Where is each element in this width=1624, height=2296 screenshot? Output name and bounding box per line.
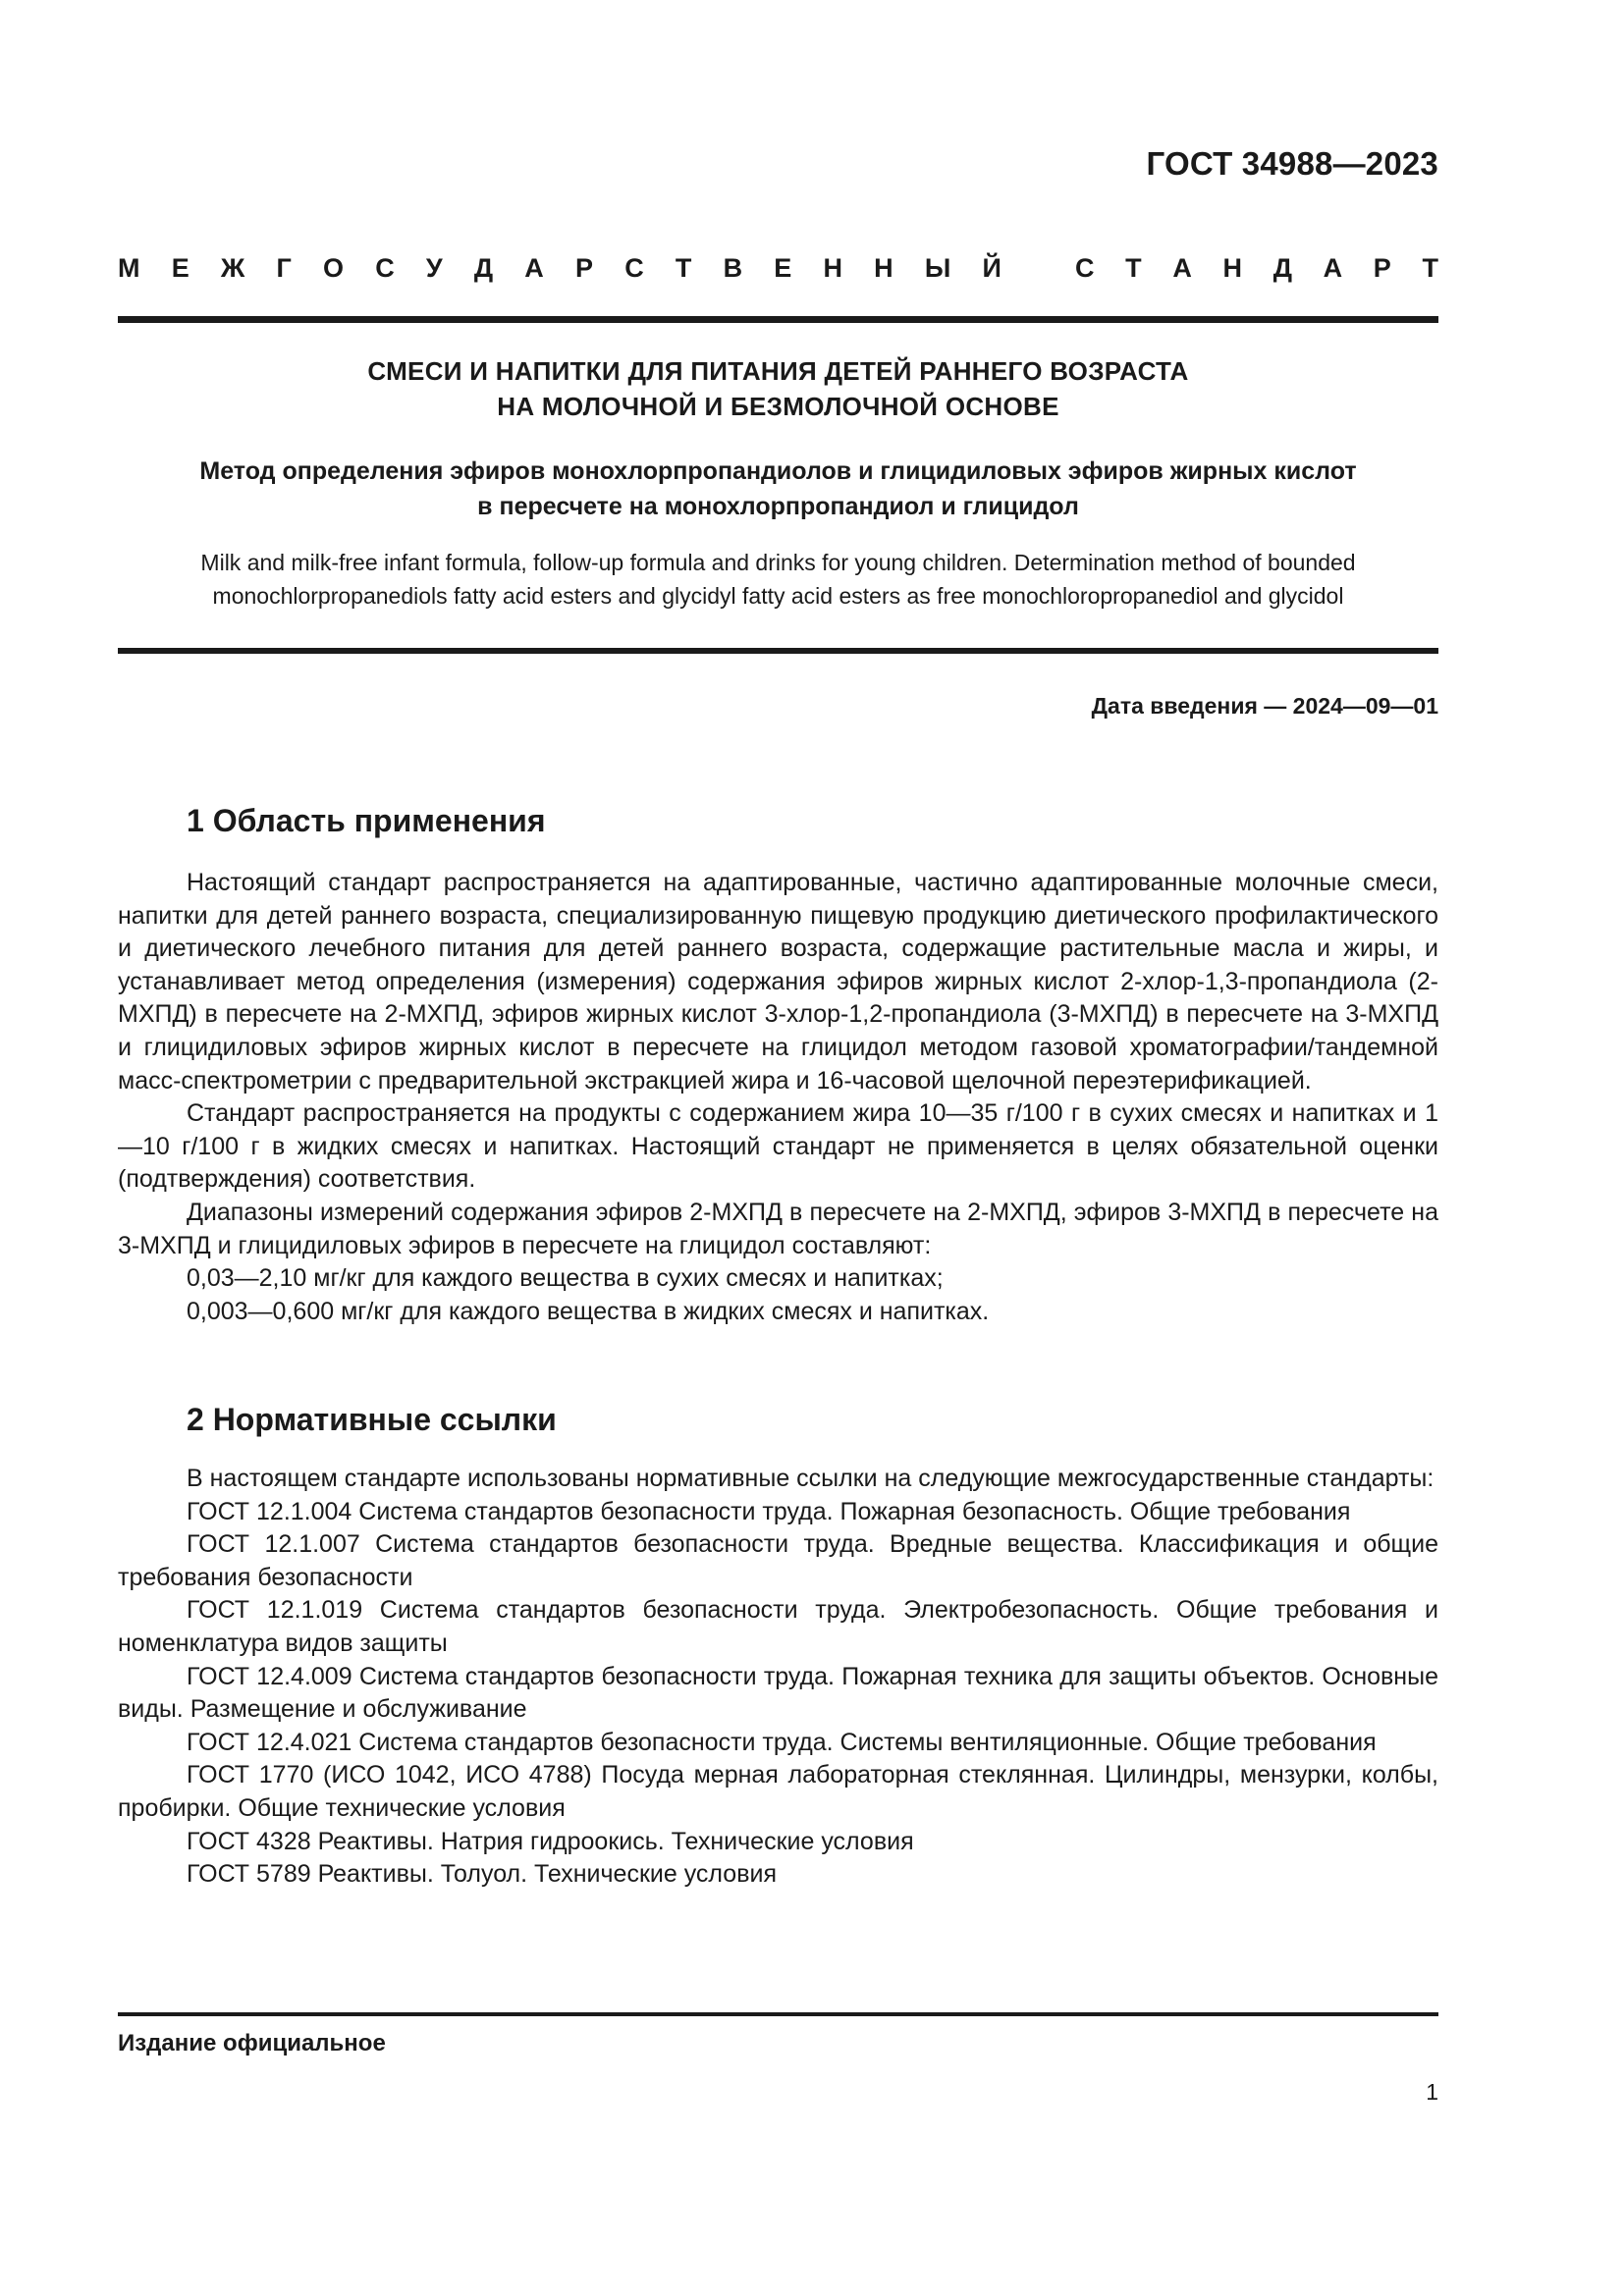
banner-letter: Д [1272,253,1292,283]
reference-item: ГОСТ 12.4.021 Система стандартов безопасности труда. Системы вентиляционные. Общие требования [187,1728,1377,1756]
paragraph: Настоящий стандарт распространяется на адаптированные, частично адаптированные молочные смеси, напитки для детей раннего возраста, специализированную пищевую продукцию диетического профилактического и диетического лечебного питания для детей раннего возраста, содержащие растительные масла и жиры, и устанавливает метод определения (измерения) содержания эфиров жирных кислот 2-хлор-1,3-пропандиола (2-МХПД) в пересчете на 2-МХПД, эфиров жирных кислот 3-хлор-1,2-пропандиола (3-МХПД) в пересчете на 3-МХПД и глицидиловых эфиров жирных кислот в пересчете на глицидол методом газовой хроматографии/тандемной масс-спектрометрии с предварительной экстракцией жира и 16-часовой щелочной переэтерификацией. [118,869,1438,1095]
paragraph: 0,003—0,600 мг/кг для каждого вещества в жидких смесях и напитках. [187,1297,990,1325]
banner-letter: Й [982,253,1001,283]
banner-letter: Р [574,253,593,283]
footer-divider [118,2012,1438,2016]
standard-number: ГОСТ 34988—2023 [1146,145,1438,182]
standard-word [1075,253,1438,284]
reference-item: ГОСТ 4328 Реактивы. Натрия гидроокись. Технические условия [187,1827,914,1855]
reference-item: ГОСТ 12.1.007 Система стандартов безопасности труда. Вредные вещества. Классификация и общие требования безопасности [118,1530,1438,1591]
banner-letter: Т [675,253,692,283]
banner-letter: Е [171,253,189,283]
official-edition-label: Издание официальное [118,2030,386,2056]
banner-letter: Ж [220,253,245,283]
paragraph: В настоящем стандарте использованы нормативные ссылки на следующие межгосударственные стандарты: [187,1465,1435,1492]
banner-letter: У [425,253,443,283]
reference-item: ГОСТ 5789 Реактивы. Толуол. Технические условия [187,1860,777,1889]
method-title [118,454,1438,524]
section-2-heading: 2 Нормативные ссылки [187,1402,557,1437]
banner-letter: В [723,253,743,283]
banner-letter: Т [1422,253,1438,283]
banner-letter: А [524,253,544,283]
interstate-word [118,253,1001,284]
paragraph: Стандарт распространяется на продукты с содержанием жира 10—35 г/100 г в сухих смесях и напитках и 1—10 г/100 г в жидких смесях и напитках. Настоящий стандарт не применяется в целях обязательной оценки (подтверждения) соответствия. [118,1099,1438,1194]
banner-letter: А [1323,253,1343,283]
english-line-2: monochlorpropanediols fatty acid esters and glycidyl fatty acid esters as free monochloropropanediol and glycidol [212,583,1344,609]
banner-letter: С [1075,253,1095,283]
banner-letter: Н [823,253,842,283]
banner-letter: Г [276,253,292,283]
method-line-2: в пересчете на монохлорпропандиол и глицидол [477,493,1079,520]
reference-item: ГОСТ 12.1.004 Система стандартов безопасности труда. Пожарная безопасность. Общие требования [187,1497,1351,1525]
reference-item: ГОСТ 12.4.009 Система стандартов безопасности труда. Пожарная техника для защиты объектов. Основные виды. Размещение и обслуживание [118,1662,1438,1724]
title-divider [118,648,1438,654]
section-1-heading: 1 Область применения [187,803,546,838]
banner-letter: А [1172,253,1192,283]
reference-item: ГОСТ 12.1.019 Система стандартов безопасности труда. Электробезопасность. Общие требования и номенклатура видов защиты [118,1596,1438,1657]
paragraph: 0,03—2,10 мг/кг для каждого вещества в сухих смесях и напитках; [187,1264,944,1293]
banner-letter: М [118,253,140,283]
banner-letter: Р [1373,253,1391,283]
section-2-body [118,1463,1438,1892]
paragraph: Диапазоны измерений содержания эфиров 2-МХПД в пересчете на 2-МХПД, эфиров 3-МХПД в пересчете на 3-МХПД и глицидиловых эфиров в пересчете на глицидол составляют: [118,1198,1438,1259]
banner-letter: Т [1125,253,1142,283]
method-line-1: Метод определения эфиров монохлорпропандиолов и глицидиловых эфиров жирных кислот [199,457,1357,485]
banner-letter: Е [774,253,792,283]
banner-letter: О [322,253,344,283]
banner-letter: Н [874,253,893,283]
introduction-date: Дата введения — 2024—09—01 [1091,693,1438,719]
section-1-body [118,867,1438,1328]
banner-letter: Ы [924,253,951,283]
document-title [118,353,1438,424]
top-divider [118,316,1438,323]
page-number: 1 [1426,2079,1438,2105]
reference-item: ГОСТ 1770 (ИСО 1042, ИСО 4788) Посуда мерная лабораторная стеклянная. Цилиндры, мензурки, колбы, пробирки. Общие технические условия [118,1761,1438,1822]
banner-letter: Д [473,253,494,283]
banner-letter: С [624,253,644,283]
interstate-standard-banner [118,253,1438,284]
banner-letter: С [375,253,395,283]
banner-letter: Н [1222,253,1243,283]
english-line-1: Milk and milk-free infant formula, follow-up formula and drinks for young children. Determination method of bounded [200,550,1356,575]
title-line-2: НА МОЛОЧНОЙ И БЕЗМОЛОЧНОЙ ОСНОВЕ [497,392,1059,421]
english-title [118,546,1438,613]
document-page [118,0,1438,2296]
title-line-1: СМЕСИ И НАПИТКИ ДЛЯ ПИТАНИЯ ДЕТЕЙ РАННЕГО ВОЗРАСТА [367,356,1189,386]
